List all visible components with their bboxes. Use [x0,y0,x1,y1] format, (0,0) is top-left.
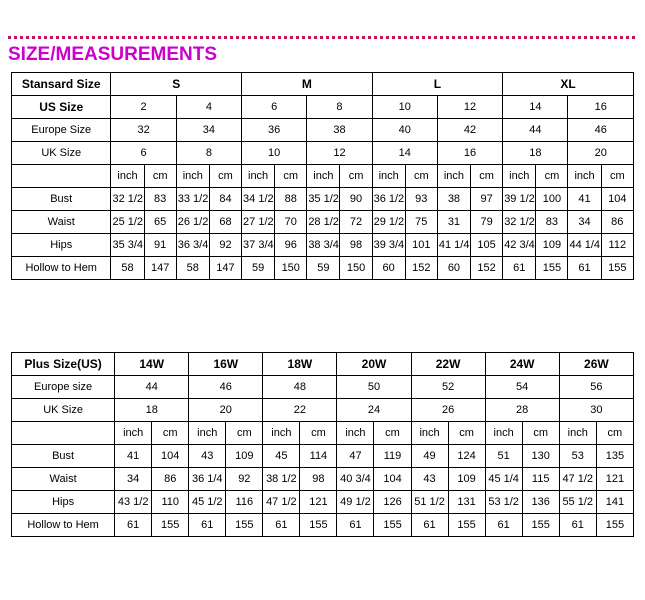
cell: 109 [536,234,568,257]
cell: 38 1/2 [263,468,300,491]
cell: 104 [601,188,633,211]
cell: 32 [111,119,176,142]
cell: 61 [559,514,596,537]
cell: 83 [144,188,176,211]
row-label-uk-size: UK Size [12,399,115,422]
unit-cell: inch [559,422,596,445]
cell: 45 [263,445,300,468]
cell: 2 [111,96,176,119]
cell: 44 [503,119,568,142]
cell: 54 [485,376,559,399]
cell: 131 [448,491,485,514]
cell: 150 [340,257,372,280]
row-label-us-size: US Size [12,96,111,119]
table-row [12,188,634,211]
cell: 152 [405,257,437,280]
standard-size-label: Stansard Size [12,73,111,96]
row-label-europe-size: Europe size [12,376,115,399]
cell: 28 1/2 [307,211,340,234]
row-label-bust: Bust [12,445,115,468]
cell: 60 [372,257,405,280]
cell: 109 [226,445,263,468]
cell: 152 [471,257,503,280]
cell: 38 3/4 [307,234,340,257]
table-row [12,257,634,280]
cell: 27 1/2 [242,211,275,234]
cell: 61 [568,257,601,280]
cell: 88 [275,188,307,211]
cell: 22 [263,399,337,422]
cell: 6 [242,96,307,119]
table-row [12,514,634,537]
unit-cell: cm [536,165,568,188]
cell: 150 [275,257,307,280]
cell: 43 [411,468,448,491]
standard-size-table [11,72,634,280]
cell: 92 [209,234,241,257]
cell: 36 1/4 [189,468,226,491]
size-group-s: S [111,73,242,96]
cell: 147 [144,257,176,280]
size-group-16w: 16W [189,353,263,376]
unit-cell: inch [189,422,226,445]
cell: 61 [263,514,300,537]
size-group-m: M [242,73,373,96]
cell: 70 [275,211,307,234]
cell: 141 [596,491,633,514]
cell: 65 [144,211,176,234]
cell: 155 [226,514,263,537]
cell: 130 [522,445,559,468]
row-label-europe-size: Europe Size [12,119,111,142]
row-label-hips: Hips [12,491,115,514]
cell: 105 [471,234,503,257]
cell: 91 [144,234,176,257]
cell: 61 [485,514,522,537]
cell: 34 1/2 [242,188,275,211]
cell: 48 [263,376,337,399]
cell: 79 [471,211,503,234]
cell: 155 [536,257,568,280]
table-row [12,119,634,142]
size-group-22w: 22W [411,353,485,376]
cell: 28 [485,399,559,422]
cell: 45 1/2 [189,491,226,514]
cell: 136 [522,491,559,514]
cell: 124 [448,445,485,468]
row-label-hips: Hips [12,234,111,257]
unit-cell: cm [300,422,337,445]
cell: 50 [337,376,411,399]
cell: 41 [568,188,601,211]
cell: 20 [189,399,263,422]
cell: 109 [448,468,485,491]
unit-cell: cm [209,165,241,188]
table-row-header [12,353,634,376]
cell: 44 [115,376,189,399]
cell: 61 [189,514,226,537]
cell: 18 [503,142,568,165]
cell: 121 [596,468,633,491]
cell: 42 [437,119,502,142]
cell: 40 3/4 [337,468,374,491]
cell: 110 [152,491,189,514]
cell: 35 1/2 [307,188,340,211]
cell: 86 [601,211,633,234]
cell: 24 [337,399,411,422]
cell: 34 [176,119,241,142]
cell: 26 [411,399,485,422]
cell: 100 [536,188,568,211]
cell: 12 [307,142,372,165]
cell: 29 1/2 [372,211,405,234]
cell: 155 [596,514,633,537]
row-label-hollow-to-hem: Hollow to Hem [12,514,115,537]
table-row [12,142,634,165]
size-group-26w: 26W [559,353,633,376]
cell: 39 3/4 [372,234,405,257]
row-label-waist: Waist [12,211,111,234]
cell: 104 [374,468,411,491]
cell: 155 [601,257,633,280]
cell: 147 [209,257,241,280]
unit-cell: cm [226,422,263,445]
cell: 14 [503,96,568,119]
plus-size-label: Plus Size(US) [12,353,115,376]
cell: 155 [448,514,485,537]
unit-cell: cm [340,165,372,188]
table-row [12,211,634,234]
unit-cell: inch [411,422,448,445]
cell: 41 1/4 [437,234,470,257]
table-row-units [12,422,634,445]
size-group-14w: 14W [115,353,189,376]
unit-cell: cm [596,422,633,445]
unit-cell: cm [374,422,411,445]
cell: 59 [307,257,340,280]
cell: 43 [189,445,226,468]
cell: 72 [340,211,372,234]
unit-cell: inch [437,165,470,188]
cell: 6 [111,142,176,165]
cell: 58 [176,257,209,280]
cell: 61 [115,514,152,537]
cell: 98 [300,468,337,491]
unit-cell: cm [448,422,485,445]
cell: 8 [307,96,372,119]
row-label-bust: Bust [12,188,111,211]
cell: 52 [411,376,485,399]
cell: 155 [300,514,337,537]
cell: 36 1/2 [372,188,405,211]
cell: 10 [372,96,437,119]
unit-cell: inch [503,165,536,188]
row-label-uk-size: UK Size [12,142,111,165]
cell: 35 3/4 [111,234,144,257]
cell: 4 [176,96,241,119]
cell: 155 [374,514,411,537]
unit-cell: inch [176,165,209,188]
unit-cell: cm [471,165,503,188]
cell: 45 1/4 [485,468,522,491]
cell: 61 [337,514,374,537]
cell: 32 1/2 [503,211,536,234]
cell: 33 1/2 [176,188,209,211]
unit-cell: inch [263,422,300,445]
row-label-waist: Waist [12,468,115,491]
table-row [12,234,634,257]
cell: 121 [300,491,337,514]
cell: 135 [596,445,633,468]
cell: 8 [176,142,241,165]
cell: 61 [411,514,448,537]
page-title: SIZE/MEASUREMENTS [8,44,218,65]
table-row-header [12,73,634,96]
unit-cell: cm [522,422,559,445]
table-row [12,399,634,422]
cell: 86 [152,468,189,491]
decorative-top-rule [8,36,637,39]
cell: 36 [242,119,307,142]
cell: 92 [226,468,263,491]
cell: 34 [115,468,152,491]
table-row [12,468,634,491]
size-group-24w: 24W [485,353,559,376]
unit-cell: inch [372,165,405,188]
cell: 51 [485,445,522,468]
size-group-xl: XL [503,73,634,96]
unit-cell: inch [111,165,144,188]
cell: 53 1/2 [485,491,522,514]
cell: 26 1/2 [176,211,209,234]
cell: 46 [189,376,263,399]
table-row [12,96,634,119]
cell: 10 [242,142,307,165]
cell: 116 [226,491,263,514]
cell: 155 [522,514,559,537]
size-group-18w: 18W [263,353,337,376]
cell: 97 [471,188,503,211]
cell: 44 1/4 [568,234,601,257]
unit-cell: cm [144,165,176,188]
cell: 36 3/4 [176,234,209,257]
cell: 60 [437,257,470,280]
cell: 16 [568,96,634,119]
cell: 43 1/2 [115,491,152,514]
cell: 61 [503,257,536,280]
empty-cell [12,165,111,188]
cell: 112 [601,234,633,257]
cell: 47 1/2 [559,468,596,491]
cell: 104 [152,445,189,468]
unit-cell: cm [405,165,437,188]
cell: 40 [372,119,437,142]
cell: 12 [437,96,502,119]
table-row [12,445,634,468]
cell: 84 [209,188,241,211]
cell: 59 [242,257,275,280]
cell: 68 [209,211,241,234]
cell: 49 1/2 [337,491,374,514]
cell: 115 [522,468,559,491]
cell: 53 [559,445,596,468]
cell: 25 1/2 [111,211,144,234]
unit-cell: inch [242,165,275,188]
cell: 155 [152,514,189,537]
cell: 38 [307,119,372,142]
cell: 126 [374,491,411,514]
cell: 101 [405,234,437,257]
cell: 96 [275,234,307,257]
cell: 32 1/2 [111,188,144,211]
cell: 34 [568,211,601,234]
cell: 51 1/2 [411,491,448,514]
cell: 14 [372,142,437,165]
table-row [12,491,634,514]
cell: 55 1/2 [559,491,596,514]
unit-cell: cm [601,165,633,188]
cell: 90 [340,188,372,211]
cell: 47 1/2 [263,491,300,514]
plus-size-table [11,352,634,537]
empty-cell [12,422,115,445]
cell: 47 [337,445,374,468]
size-group-l: L [372,73,503,96]
cell: 98 [340,234,372,257]
cell: 38 [437,188,470,211]
size-group-20w: 20W [337,353,411,376]
unit-cell: inch [115,422,152,445]
cell: 20 [568,142,634,165]
table-row-units [12,165,634,188]
cell: 46 [568,119,634,142]
table-row [12,376,634,399]
unit-cell: inch [307,165,340,188]
cell: 39 1/2 [503,188,536,211]
cell: 42 3/4 [503,234,536,257]
cell: 75 [405,211,437,234]
cell: 114 [300,445,337,468]
unit-cell: inch [568,165,601,188]
cell: 119 [374,445,411,468]
row-label-hollow-to-hem: Hollow to Hem [12,257,111,280]
cell: 41 [115,445,152,468]
cell: 93 [405,188,437,211]
unit-cell: inch [337,422,374,445]
unit-cell: cm [275,165,307,188]
cell: 58 [111,257,144,280]
cell: 18 [115,399,189,422]
cell: 83 [536,211,568,234]
cell: 31 [437,211,470,234]
cell: 30 [559,399,633,422]
unit-cell: cm [152,422,189,445]
cell: 49 [411,445,448,468]
cell: 16 [437,142,502,165]
unit-cell: inch [485,422,522,445]
cell: 56 [559,376,633,399]
cell: 37 3/4 [242,234,275,257]
